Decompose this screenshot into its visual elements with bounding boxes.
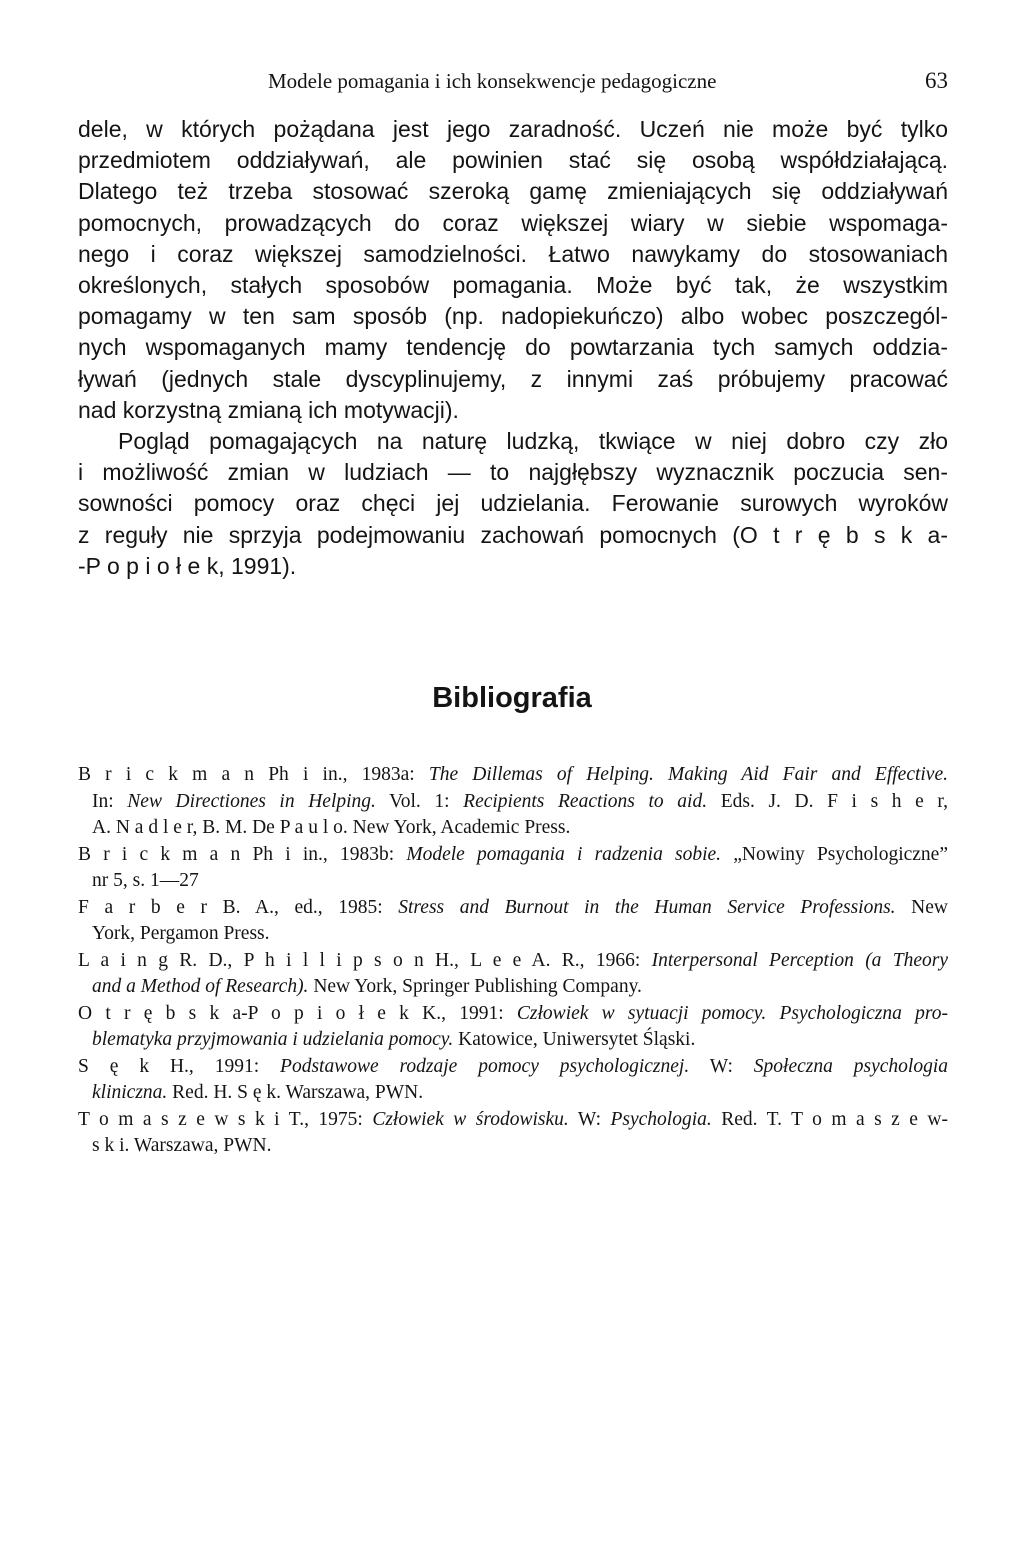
reference-text: s k i. Warszawa, PWN. [92,1135,272,1156]
reference-text: York, Pergamon Press. [92,923,270,944]
work-title: Modele pomagania i radzenia sobie. [406,843,722,865]
page-number: 63 [925,68,948,93]
text-line: nych wspomaganych mamy tendencję do powtarzania tych samych oddzia- [78,334,948,361]
reference-text: Vol. 1: [375,790,464,812]
reference-text: T o m a s z e w s k i T., 1975: [78,1108,373,1130]
bibliography-line [78,868,948,895]
bibliography-line [78,789,948,816]
paragraph-2 [78,426,948,582]
work-title: The Dillemas of Helping. Making Aid Fair and Effective. [428,764,948,785]
reference-text: New [895,896,948,918]
work-title: Interpersonal Perception (a Theory [651,949,948,971]
reference-text: F a r b e r B. A., ed., 1985: [78,896,399,918]
text-line: z reguły nie sprzyja podejmowaniu zachowań pomocnych (O t r ę b s k a- [78,521,948,548]
work-title: Społeczna psychologia [753,1055,949,1077]
text-line: i możliwość zmian w ludziach — to najgłębszy wyznacznik poczucia sen- [78,459,948,486]
reference-text: , 1983a: [342,764,429,785]
bibliography-line [78,762,948,789]
reference-text: „Nowiny Psychologiczne” [721,843,948,865]
reference-text: S ę k H., 1991: [78,1055,281,1077]
reference-text: nr 5, s. 1—27 [92,870,199,891]
text-line: pomagamy w ten sam sposób (np. nadopiekuńczo) albo wobec poszczegól- [78,303,948,330]
text-line: określonych, stałych sposobów pomagania. Może być tak, że wszystkim [78,272,948,299]
text-line: pomocnych, prowadzących do coraz większej wiary w siebie wspomaga- [78,209,948,236]
bibliography-line [78,1001,948,1028]
bibliography-line [78,1107,948,1134]
text-line: dele, w których pożądana jest jego zaradność. Uczeń nie może być tylko [78,116,948,142]
reference-text: Eds. J. D. [707,790,828,812]
bibliography-entry [78,948,948,1001]
bibliography-line [78,921,948,948]
bibliography-line [78,895,948,922]
bibliography-line [78,1080,948,1107]
work-title: Człowiek w sytuacji pomocy. Psychologiczna pro- [516,1002,948,1024]
text-line: Pogląd pomagających na naturę ludzką, tkwiące w niej dobro czy zło [118,428,948,455]
work-title: and a Method of Research). [92,976,309,997]
reference-text: A. N a d l e r, B. M. De P a u l o. New York, Academic Press. [92,817,571,838]
body-text [78,114,948,582]
work-title: New Directiones in Helping. [127,790,376,812]
bibliography-line [78,815,948,842]
reference-text: Katowice, Uniwersytet Śląski. [453,1029,696,1050]
bibliography-list [78,762,948,1160]
reference-text: W: [568,1108,611,1130]
work-title: Podstawowe rodzaje pomocy psychologicznej. [280,1055,690,1077]
work-title: kliniczna. [92,1082,168,1103]
work-title: Psychologia. [610,1108,712,1130]
reference-text: O t r ę b s k a-P o p i o ł e k K., 1991: [78,1002,517,1024]
bibliography-entry [78,895,948,948]
bibliography-line [78,974,948,1001]
bibliography-entry [78,1054,948,1107]
bibliography-line [78,842,948,869]
reference-text: B r i c k m a n Ph i in. [78,843,323,865]
work-title: blematyka przyjmowania i udzielania pomocy. [92,1029,454,1050]
text-line: Dlatego też trzeba stosować szeroką gamę zmieniających się oddziaływań [78,178,948,205]
bibliography-line [78,1027,948,1054]
reference-text: Red. T. T o m a s z e w- [711,1108,949,1130]
reference-text: F i s h e r, [827,790,948,812]
reference-text: , 1983b: [322,843,407,865]
paragraph-1 [78,114,948,426]
text-line: przedmiotem oddziaływań, ale powinien stać się osobą współdziałającą. [78,147,948,174]
bibliography-line [78,948,948,975]
text-line: nego i coraz większej samodzielności. Łatwo nawykamy do stosowaniach [78,240,948,267]
bibliography-entry [78,842,948,895]
work-title: Recipients Reactions to aid. [463,790,708,812]
reference-text: B r i c k m a n Ph i in. [78,764,343,785]
work-title: Człowiek w środowisku. [372,1108,569,1130]
bibliography-line [78,1133,948,1160]
page-header [268,66,948,100]
text-line: nad korzystną zmianą ich motywacji). [78,396,459,423]
reference-text: W: [689,1055,754,1077]
section-heading-bibliografia: Bibliografia [432,682,592,714]
bibliography-line [78,1054,948,1081]
bibliography-entry [78,1001,948,1054]
reference-text: In: [92,790,128,812]
work-title: Stress and Burnout in the Human Service Professions. [398,896,896,918]
text-line: -P o p i o ł e k, 1991). [78,552,297,579]
text-line: sowności pomocy oraz chęci jej udzielania. Ferowanie surowych wyroków [78,490,948,517]
bibliography-entry [78,762,948,842]
reference-text: L a i n g R. D., P h i l l i p s o n H., L e e A. R., 1966: [78,949,652,971]
running-head: Modele pomagania i ich konsekwencje pedagogiczne [268,69,717,93]
reference-text: Red. H. S ę k. Warszawa, PWN. [167,1082,424,1103]
bibliography-entry [78,1107,948,1160]
reference-text: New York, Springer Publishing Company. [308,976,642,997]
text-line: ływań (jednych stale dyscyplinujemy, z innymi zaś próbujemy pracować [78,365,948,392]
